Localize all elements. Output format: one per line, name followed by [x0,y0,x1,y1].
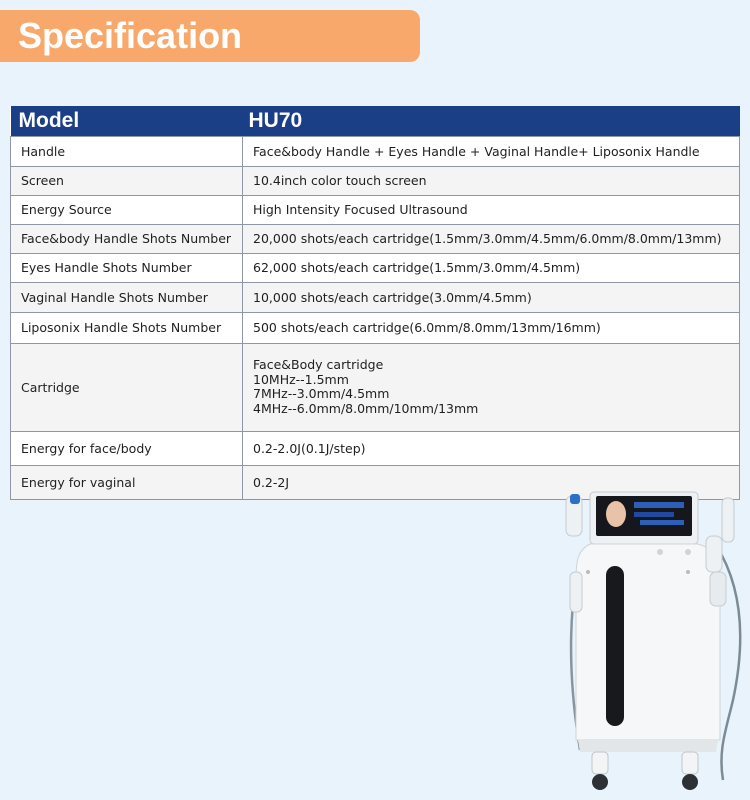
table-row [11,312,740,343]
spec-label: Screen [11,166,243,195]
spec-value: 0.2-2J [243,465,740,499]
spec-label: Energy Source [11,195,243,224]
table-row [11,282,740,312]
spec-label: Eyes Handle Shots Number [11,253,243,282]
spec-value: 62,000 shots/each cartridge(1.5mm/3.0mm/4.5mm) [243,253,740,282]
table-row [11,224,740,253]
spec-label: Face&body Handle Shots Number [11,224,243,253]
table-row [11,343,740,431]
spec-value: 500 shots/each cartridge(6.0mm/8.0mm/13mm/16mm) [243,312,740,343]
table-row [11,253,740,282]
spec-label: Cartridge [11,343,243,431]
spec-value: 0.2-2.0J(0.1J/step) [243,431,740,465]
spec-label: Energy for face/body [11,431,243,465]
spec-label: Energy for vaginal [11,465,243,499]
product-image [548,490,748,800]
header-value: HU70 [248,108,303,132]
spec-label: Liposonix Handle Shots Number [11,312,243,343]
spec-value: Face&body Handle + Eyes Handle + Vaginal Handle+ Liposonix Handle [243,136,740,166]
cartridge-line: 4MHz--6.0mm/8.0mm/10mm/13mm [253,400,479,416]
table-row [11,166,740,195]
spec-value [243,343,740,431]
table-header-row [11,106,740,136]
spec-label: Handle [11,136,243,166]
spec-value: High Intensity Focused Ultrasound [243,195,740,224]
cartridge-line: Face&Body cartridge [253,357,384,372]
spec-value: 10,000 shots/each cartridge(3.0mm/4.5mm) [243,282,740,312]
spec-value: 20,000 shots/each cartridge(1.5mm/3.0mm/4.5mm/6.0mm/8.0mm/13mm) [243,224,740,253]
cartridge-line: 7MHz--3.0mm/4.5mm [253,386,390,401]
cartridge-line: 10MHz--1.5mm [253,371,349,387]
spec-label: Vaginal Handle Shots Number [11,282,243,312]
spec-table [10,106,740,500]
header-label: Model [18,108,80,132]
spec-value: 10.4inch color touch screen [243,166,740,195]
table-row [11,195,740,224]
table-row [11,136,740,166]
table-row [11,431,740,465]
page-title: Specification [0,10,420,62]
